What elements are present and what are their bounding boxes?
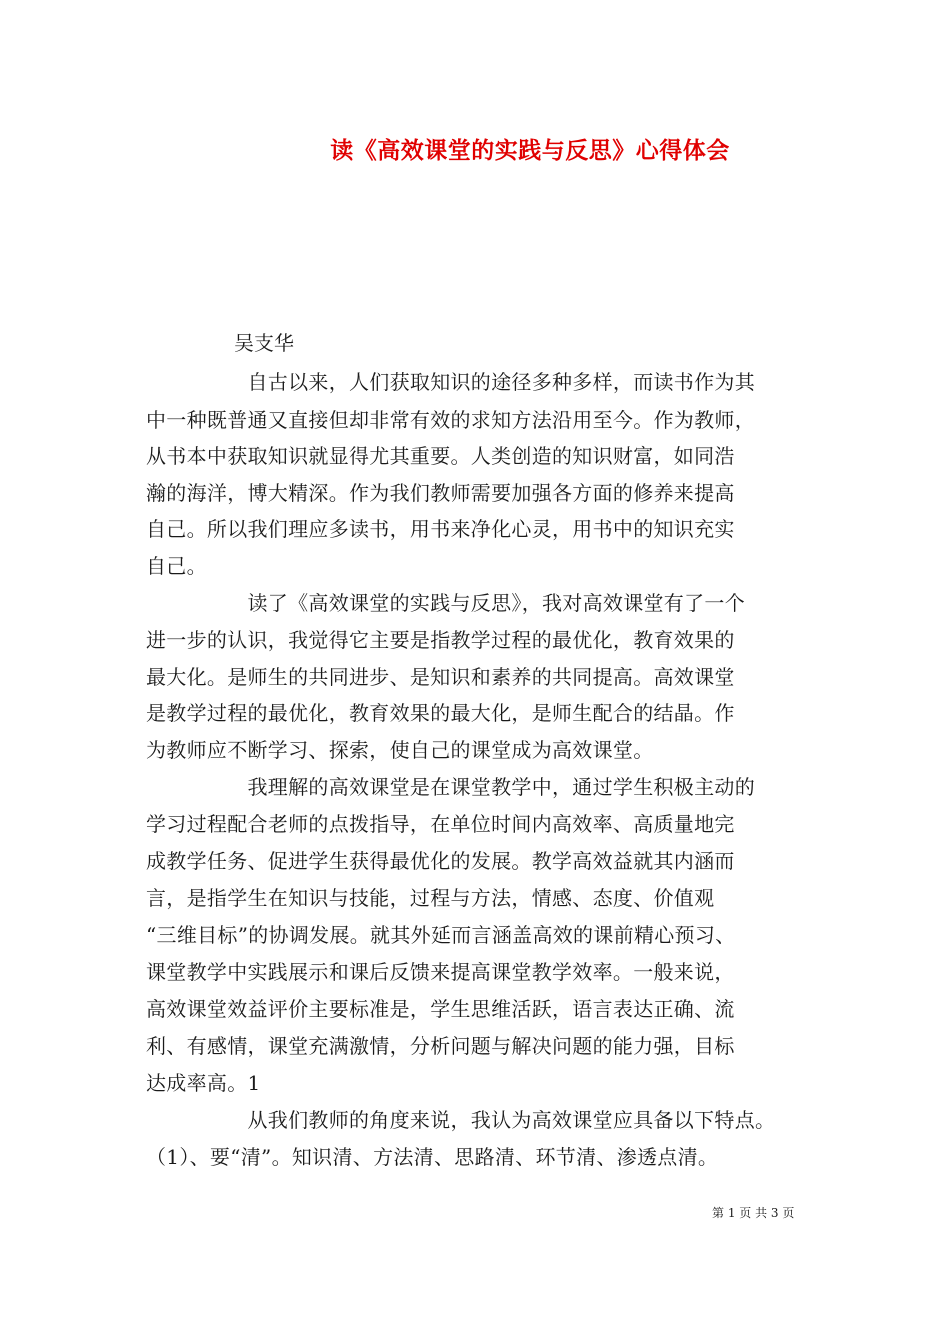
body-line: 成教学任务、促进学生获得最优化的发展。教学高效益就其内涵而 [146,849,735,873]
document-title: 读《高效课堂的实践与反思》心得体会 [330,137,730,164]
body-line: 读了《高效课堂的实践与反思》，我对高效课堂有了一个 [146,591,745,615]
body-line: 进一步的认识，我觉得它主要是指教学过程的最优化，教育效果的 [146,628,735,652]
author-name: 吴支华 [234,331,294,355]
body-line: 课堂教学中实践展示和课后反馈来提高课堂教学效率。一般来说， [146,960,735,984]
body-line: 利、有感情，课堂充满激情，分析问题与解决问题的能力强，目标 [146,1034,735,1058]
body-line: 最大化。是师生的共同进步、是知识和素养的共同提高。高效课堂 [146,665,735,689]
body-line: 自己。所以我们理应多读书，用书来净化心灵，用书中的知识充实 [146,517,735,541]
body-line: 从我们教师的角度来说，我认为高效课堂应具备以下特点。 [146,1108,776,1132]
body-line: 高效课堂效益评价主要标准是，学生思维活跃，语言表达正确、流 [146,997,735,1021]
body-line: 我理解的高效课堂是在课堂教学中，通过学生积极主动的 [146,775,755,799]
body-line: 自己。 [146,554,207,578]
page-footer: 第 1 页 共 3 页 [712,1206,795,1220]
body-line: （1）、要“清”。知识清、方法清、思路清、环节清、渗透点清。 [146,1145,719,1169]
body-line: 自古以来，人们获取知识的途径多种多样，而读书作为其 [146,370,755,394]
body-line: 瀚的海洋，博大精深。作为我们教师需要加强各方面的修养来提高 [146,481,735,505]
body-line: 从书本中获取知识就显得尤其重要。人类创造的知识财富，如同浩 [146,444,735,468]
body-line: 中一种既普通又直接但却非常有效的求知方法沿用至今。作为教师， [146,408,755,432]
body-line: 言，是指学生在知识与技能，过程与方法，情感、态度、价值观 [146,886,715,910]
body-line: “三维目标”的协调发展。就其外延而言涵盖高效的课前精心预习、 [146,923,736,947]
body-line: 达成率高。1 [146,1071,261,1095]
body-line: 学习过程配合老师的点拨指导，在单位时间内高效率、高质量地完 [146,812,735,836]
body-line: 为教师应不断学习、探索，使自己的课堂成为高效课堂。 [146,738,654,762]
body-line: 是教学过程的最优化，教育效果的最大化，是师生配合的结晶。作 [146,701,735,725]
